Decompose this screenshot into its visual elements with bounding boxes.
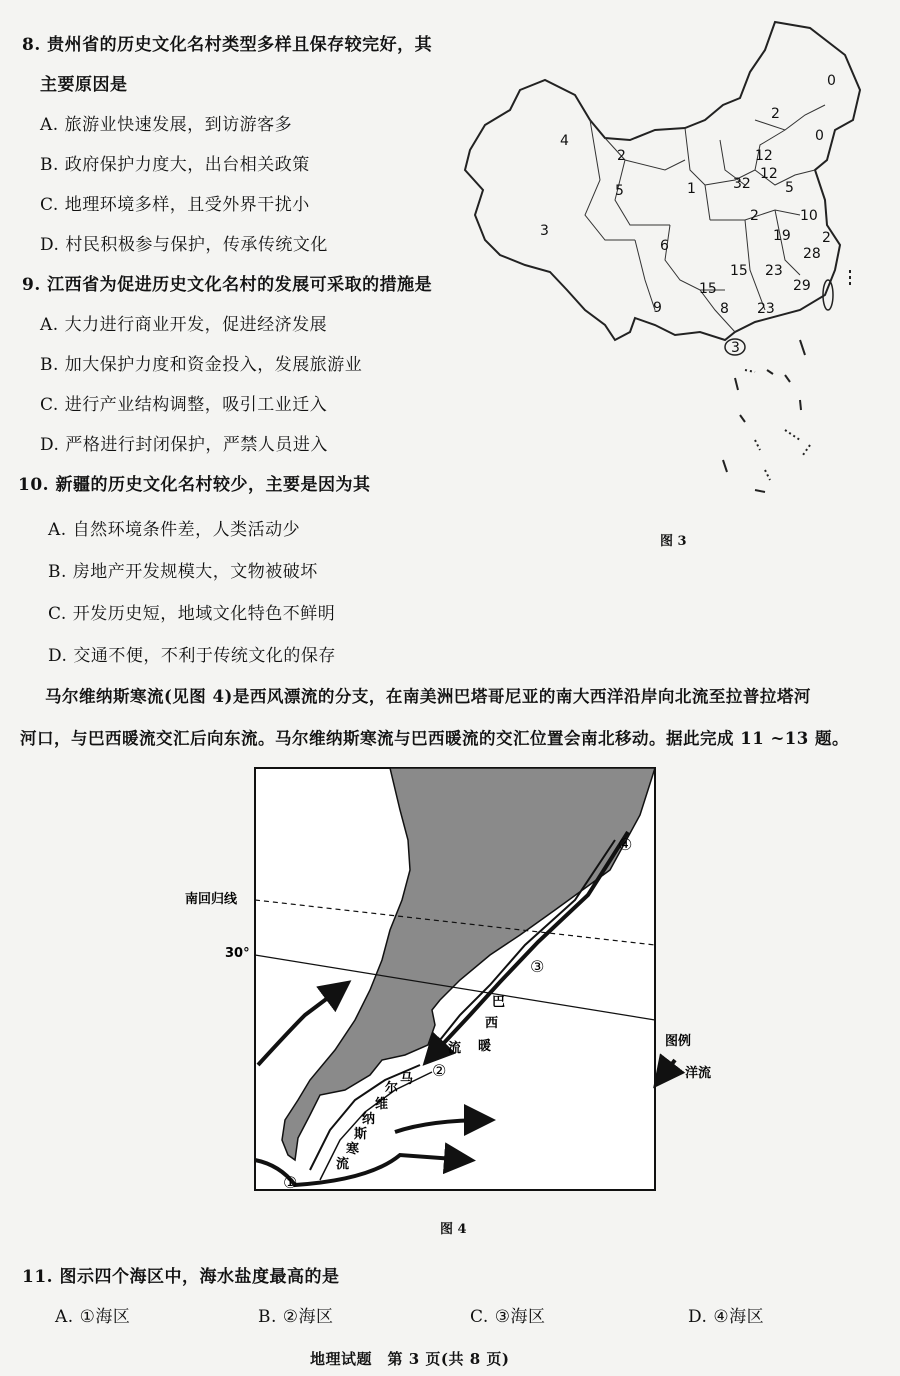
- count-label: 3: [540, 223, 549, 239]
- count-label: 28: [803, 246, 821, 262]
- province-counts: [540, 73, 836, 356]
- count-label: 9: [653, 300, 662, 316]
- figure-3-caption: 图 3: [660, 534, 687, 549]
- legend-title: 图例: [665, 1034, 692, 1049]
- passage-line1: 马尔维纳斯寒流(见图 4)是西风漂流的分支，在南美洲巴塔哥尼亚的南大西洋沿岸向北流至拉普拉塔河: [45, 687, 811, 706]
- q9-option-b: B. 加大保护力度和资金投入，发展旅游业: [40, 355, 363, 375]
- sea-area-4-marker: ④: [618, 835, 633, 854]
- current-char: 巴: [492, 995, 506, 1010]
- count-label: 2: [750, 208, 759, 224]
- current-char: 流: [448, 1041, 462, 1056]
- count-label: 2: [822, 230, 831, 246]
- q11-option-a: A. ①海区: [55, 1307, 131, 1327]
- current-char: 流: [336, 1157, 350, 1172]
- q10-option-d: D. 交通不便，不利于传统文化的保存: [48, 646, 336, 666]
- q10-option-a: A. 自然环境条件差，人类活动少: [48, 520, 301, 540]
- q8-option-a: A. 旅游业快速发展，到访游客多: [40, 115, 293, 135]
- count-label: 32: [733, 176, 751, 192]
- count-label: 1: [687, 181, 696, 197]
- count-label: 2: [617, 148, 626, 164]
- q9-option-a: A. 大力进行商业开发，促进经济发展: [40, 315, 328, 335]
- q9-option-c: C. 进行产业结构调整，吸引工业迁入: [40, 395, 328, 415]
- count-label: 0: [815, 128, 824, 144]
- current-char: 寒: [346, 1142, 360, 1157]
- q10-stem: 10. 新疆的历史文化名村较少，主要是因为其: [18, 475, 371, 495]
- q8-option-b: B. 政府保护力度大，出台相关政策: [40, 155, 310, 175]
- count-label: 0: [827, 73, 836, 89]
- q9-stem: 9. 江西省为促进历史文化名村的发展可采取的措施是: [22, 275, 433, 295]
- q9-option-d: D. 严格进行封闭保护，严禁人员进入: [40, 435, 328, 455]
- page-footer: 地理试题 第 3 页(共 8 页): [310, 1350, 510, 1368]
- count-label: 12: [760, 166, 778, 182]
- q11-option-c: C. ③海区: [470, 1307, 546, 1327]
- current-char: 维: [375, 1097, 389, 1112]
- latitude-30-label: 30°: [225, 946, 250, 961]
- legend-item-label: 洋流: [685, 1066, 712, 1081]
- sea-area-3-marker: ③: [530, 957, 545, 976]
- passage-line2: 河口，与巴西暖流交汇后向东流。马尔维纳斯寒流与巴西暖流的交汇位置会南北移动。据此完成 11 ~13 题。: [20, 729, 849, 748]
- count-label: 8: [720, 301, 729, 317]
- current-char: 斯: [354, 1127, 368, 1142]
- ocean-current-map: [170, 760, 730, 1200]
- q8-option-d: D. 村民积极参与保护，传承传统文化: [40, 235, 328, 255]
- count-label: 15: [730, 263, 748, 279]
- count-label: 12: [755, 148, 773, 164]
- china-map-figure: [455, 10, 870, 510]
- q10-option-c: C. 开发历史短，地域文化特色不鲜明: [48, 604, 336, 624]
- sea-area-1-marker: ①: [283, 1173, 298, 1192]
- count-label: 4: [560, 133, 569, 149]
- count-label: 5: [785, 180, 794, 196]
- count-label: 2: [771, 106, 780, 122]
- count-label: 6: [660, 238, 669, 254]
- current-char: 西: [485, 1016, 499, 1031]
- count-label: 10: [800, 208, 818, 224]
- count-label: 15: [699, 281, 717, 297]
- figure-4-caption: 图 4: [440, 1222, 467, 1237]
- q11-stem: 11. 图示四个海区中，海水盐度最高的是: [22, 1267, 340, 1287]
- count-label: 23: [757, 301, 775, 317]
- q11-option-b: B. ②海区: [258, 1307, 334, 1327]
- count-label: 3: [731, 340, 740, 356]
- current-char: 尔: [385, 1081, 399, 1096]
- q10-option-b: B. 房地产开发规模大，文物被破坏: [48, 562, 318, 582]
- q8-option-c: C. 地理环境多样，且受外界干扰小: [40, 195, 310, 215]
- q8-stem-line2: 主要原因是: [40, 75, 128, 95]
- sea-area-2-marker: ②: [432, 1061, 447, 1080]
- south-sea-islands: [723, 270, 850, 492]
- count-label: 29: [793, 278, 811, 294]
- count-label: 5: [615, 183, 624, 199]
- current-char: 纳: [362, 1112, 376, 1127]
- current-char: 暖: [478, 1039, 492, 1054]
- current-char: 马: [400, 1072, 414, 1087]
- count-label: 23: [765, 263, 783, 279]
- q8-stem-line1: 8. 贵州省的历史文化名村类型多样且保存较完好，其: [22, 35, 433, 55]
- count-label: 19: [773, 228, 791, 244]
- tropic-label: 南回归线: [185, 892, 238, 907]
- q11-option-d: D. ④海区: [688, 1307, 765, 1327]
- legend-arrow: [658, 1060, 675, 1082]
